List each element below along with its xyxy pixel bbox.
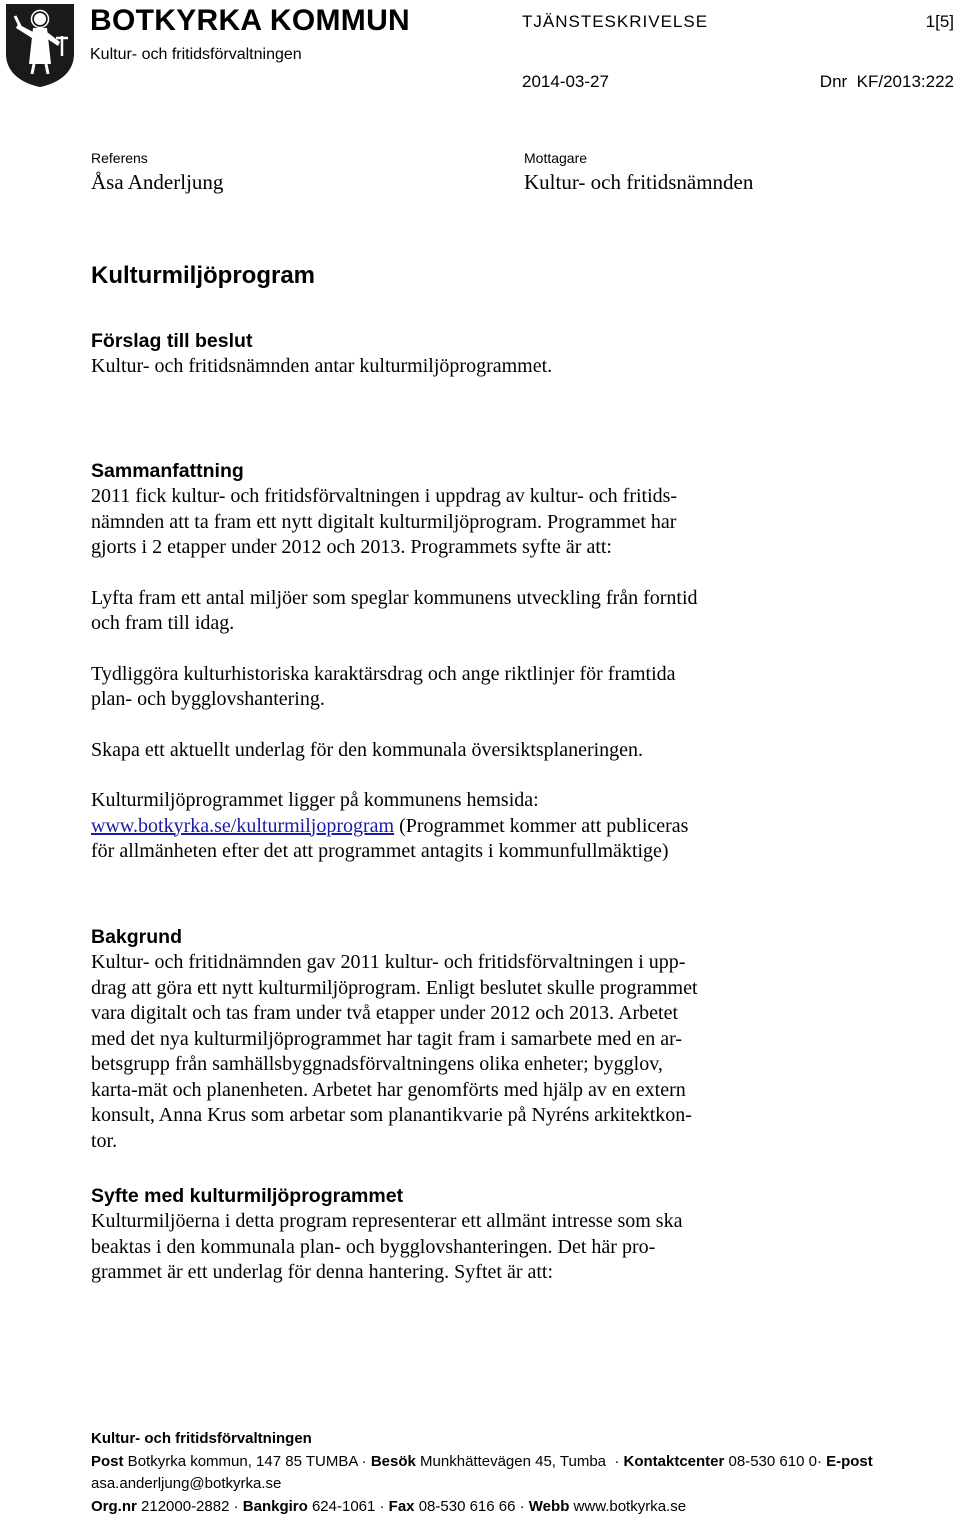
- bakgrund-line: Kultur- och fritidnämnden gav 2011 kultur- och fritidsförvaltningen i upp-: [91, 951, 686, 973]
- reference-name: Åsa Anderljung: [91, 170, 224, 194]
- bakgrund-line: med det nya kulturmiljöprogrammet har tagit fram i samarbete med en ar-: [91, 1027, 683, 1050]
- section-syfte: [91, 1183, 881, 1286]
- footer-org-label: Org.nr: [91, 1497, 137, 1515]
- organization-name: BOTKYRKA KOMMUN: [90, 4, 411, 37]
- bakgrund-line: karta-mät och planenheten. Arbetet har genomförts med hjälp av en extern: [91, 1078, 686, 1101]
- recipient-name: Kultur- och fritidsnämnden: [524, 170, 754, 194]
- footer-web-label: Webb: [528, 1497, 570, 1515]
- page-footer: [91, 1428, 951, 1518]
- footer-department: Kultur- och fritidsförvaltningen: [91, 1430, 312, 1447]
- syfte-line: beaktas i den kommunala plan- och bygglovshanteringen. Det här pro-: [91, 1235, 656, 1258]
- bakgrund-line: betsgrupp från samhällsbyggnadsförvaltningens olika enheter; bygglov,: [91, 1053, 663, 1075]
- forslag-heading: Förslag till beslut: [91, 330, 253, 352]
- section-forslag: [91, 328, 881, 380]
- footer-visit-value: Munkhättevägen 45, Tumba ·: [415, 1452, 624, 1470]
- footer-bankgiro-label: Bankgiro: [242, 1497, 308, 1515]
- point-2-line: Tydliggöra kulturhistoriska karaktärsdrag och ange riktlinjer för framtida: [91, 662, 676, 685]
- bakgrund-heading: Bakgrund: [91, 926, 183, 948]
- website-note: (Programmet kommer att publiceras: [394, 814, 689, 837]
- diary-number: Dnr KF/2013:222: [819, 72, 954, 91]
- section-bakgrund: [91, 924, 881, 1154]
- kulturmiljoprogram-link[interactable]: www.botkyrka.se/kulturmiljoprogram: [91, 814, 395, 837]
- footer-org-value: 212000-2882 ·: [136, 1497, 243, 1515]
- page-number: 1[5]: [925, 12, 954, 31]
- footer-visit-label: Besök: [370, 1452, 416, 1470]
- bakgrund-line: vara digitalt och tas fram under två etapper under 2012 och 2013. Arbetet: [91, 1002, 679, 1024]
- document-title: Kulturmiljöprogram: [91, 262, 316, 289]
- reference-label: Referens: [91, 150, 148, 166]
- department-name: Kultur- och fritidsförvaltningen: [90, 46, 302, 63]
- document-date: 2014-03-27: [522, 72, 609, 91]
- footer-web-value[interactable]: www.botkyrka.se: [569, 1497, 687, 1515]
- sammanfattning-heading: Sammanfattning: [91, 460, 244, 482]
- bakgrund-line: drag att göra ett nytt kulturmiljöprogram. Enligt beslutet skulle programmet: [91, 976, 698, 999]
- section-sammanfattning: [91, 458, 881, 865]
- syfte-line: Kulturmiljöerna i detta program representerar ett allmänt intresse som ska: [91, 1210, 683, 1232]
- bakgrund-line: konsult, Anna Krus som arbetar som planantikvarie på Nyréns arkitektkon-: [91, 1104, 692, 1126]
- point-1-line: och fram till idag.: [91, 612, 235, 634]
- footer-bankgiro-value: 624-1061 ·: [307, 1497, 389, 1515]
- bakgrund-line: tor.: [91, 1129, 118, 1152]
- point-1-line: Lyfta fram ett antal miljöer som speglar kommunens utveckling från forntid: [91, 586, 698, 609]
- footer-email-label: E-post: [826, 1452, 873, 1470]
- footer-post-value: Botkyrka kommun, 147 85 TUMBA ·: [123, 1452, 371, 1470]
- footer-contact-value: 08-530 610 0·: [724, 1452, 827, 1470]
- website-intro: Kulturmiljöprogrammet ligger på kommunens hemsida:: [91, 789, 539, 811]
- sammanfattning-point-2: [91, 662, 881, 713]
- syfte-heading: Syfte med kulturmiljöprogrammet: [91, 1185, 404, 1207]
- sammanfattning-point-3: Skapa ett aktuellt underlag för den kommunala översiktsplaneringen.: [91, 738, 644, 761]
- sammanfattning-line: 2011 fick kultur- och fritidsförvaltningen i uppdrag av kultur- och fritids-: [91, 485, 678, 507]
- footer-fax-label: Fax: [388, 1497, 415, 1515]
- footer-contact-label: Kontaktcenter: [623, 1452, 725, 1470]
- forslag-text: Kultur- och fritidsnämnden antar kulturmiljöprogrammet.: [91, 355, 553, 377]
- botkyrka-coat-of-arms-logo: [4, 2, 76, 88]
- sammanfattning-point-1: [91, 586, 881, 637]
- footer-post-label: Post: [91, 1452, 124, 1470]
- point-2-line: plan- och bygglovshantering.: [91, 688, 325, 710]
- website-note-end: för allmänheten efter det att programmet antagits i kommunfullmäktige): [91, 840, 669, 862]
- sammanfattning-line: gjorts i 2 etapper under 2012 och 2013. Programmets syfte är att:: [91, 536, 612, 558]
- syfte-line: grammet är ett underlag för denna hantering. Syftet är att:: [91, 1261, 554, 1283]
- website-paragraph: [91, 788, 881, 865]
- document-type: TJÄNSTESKRIVELSE: [522, 12, 709, 31]
- footer-fax-value: 08-530 616 66 ·: [414, 1497, 529, 1515]
- sammanfattning-line: nämnden att ta fram ett nytt digitalt kulturmiljöprogram. Programmet har: [91, 510, 677, 533]
- recipient-label: Mottagare: [524, 150, 588, 166]
- footer-email-value[interactable]: asa.anderljung@botkyrka.se: [91, 1475, 282, 1492]
